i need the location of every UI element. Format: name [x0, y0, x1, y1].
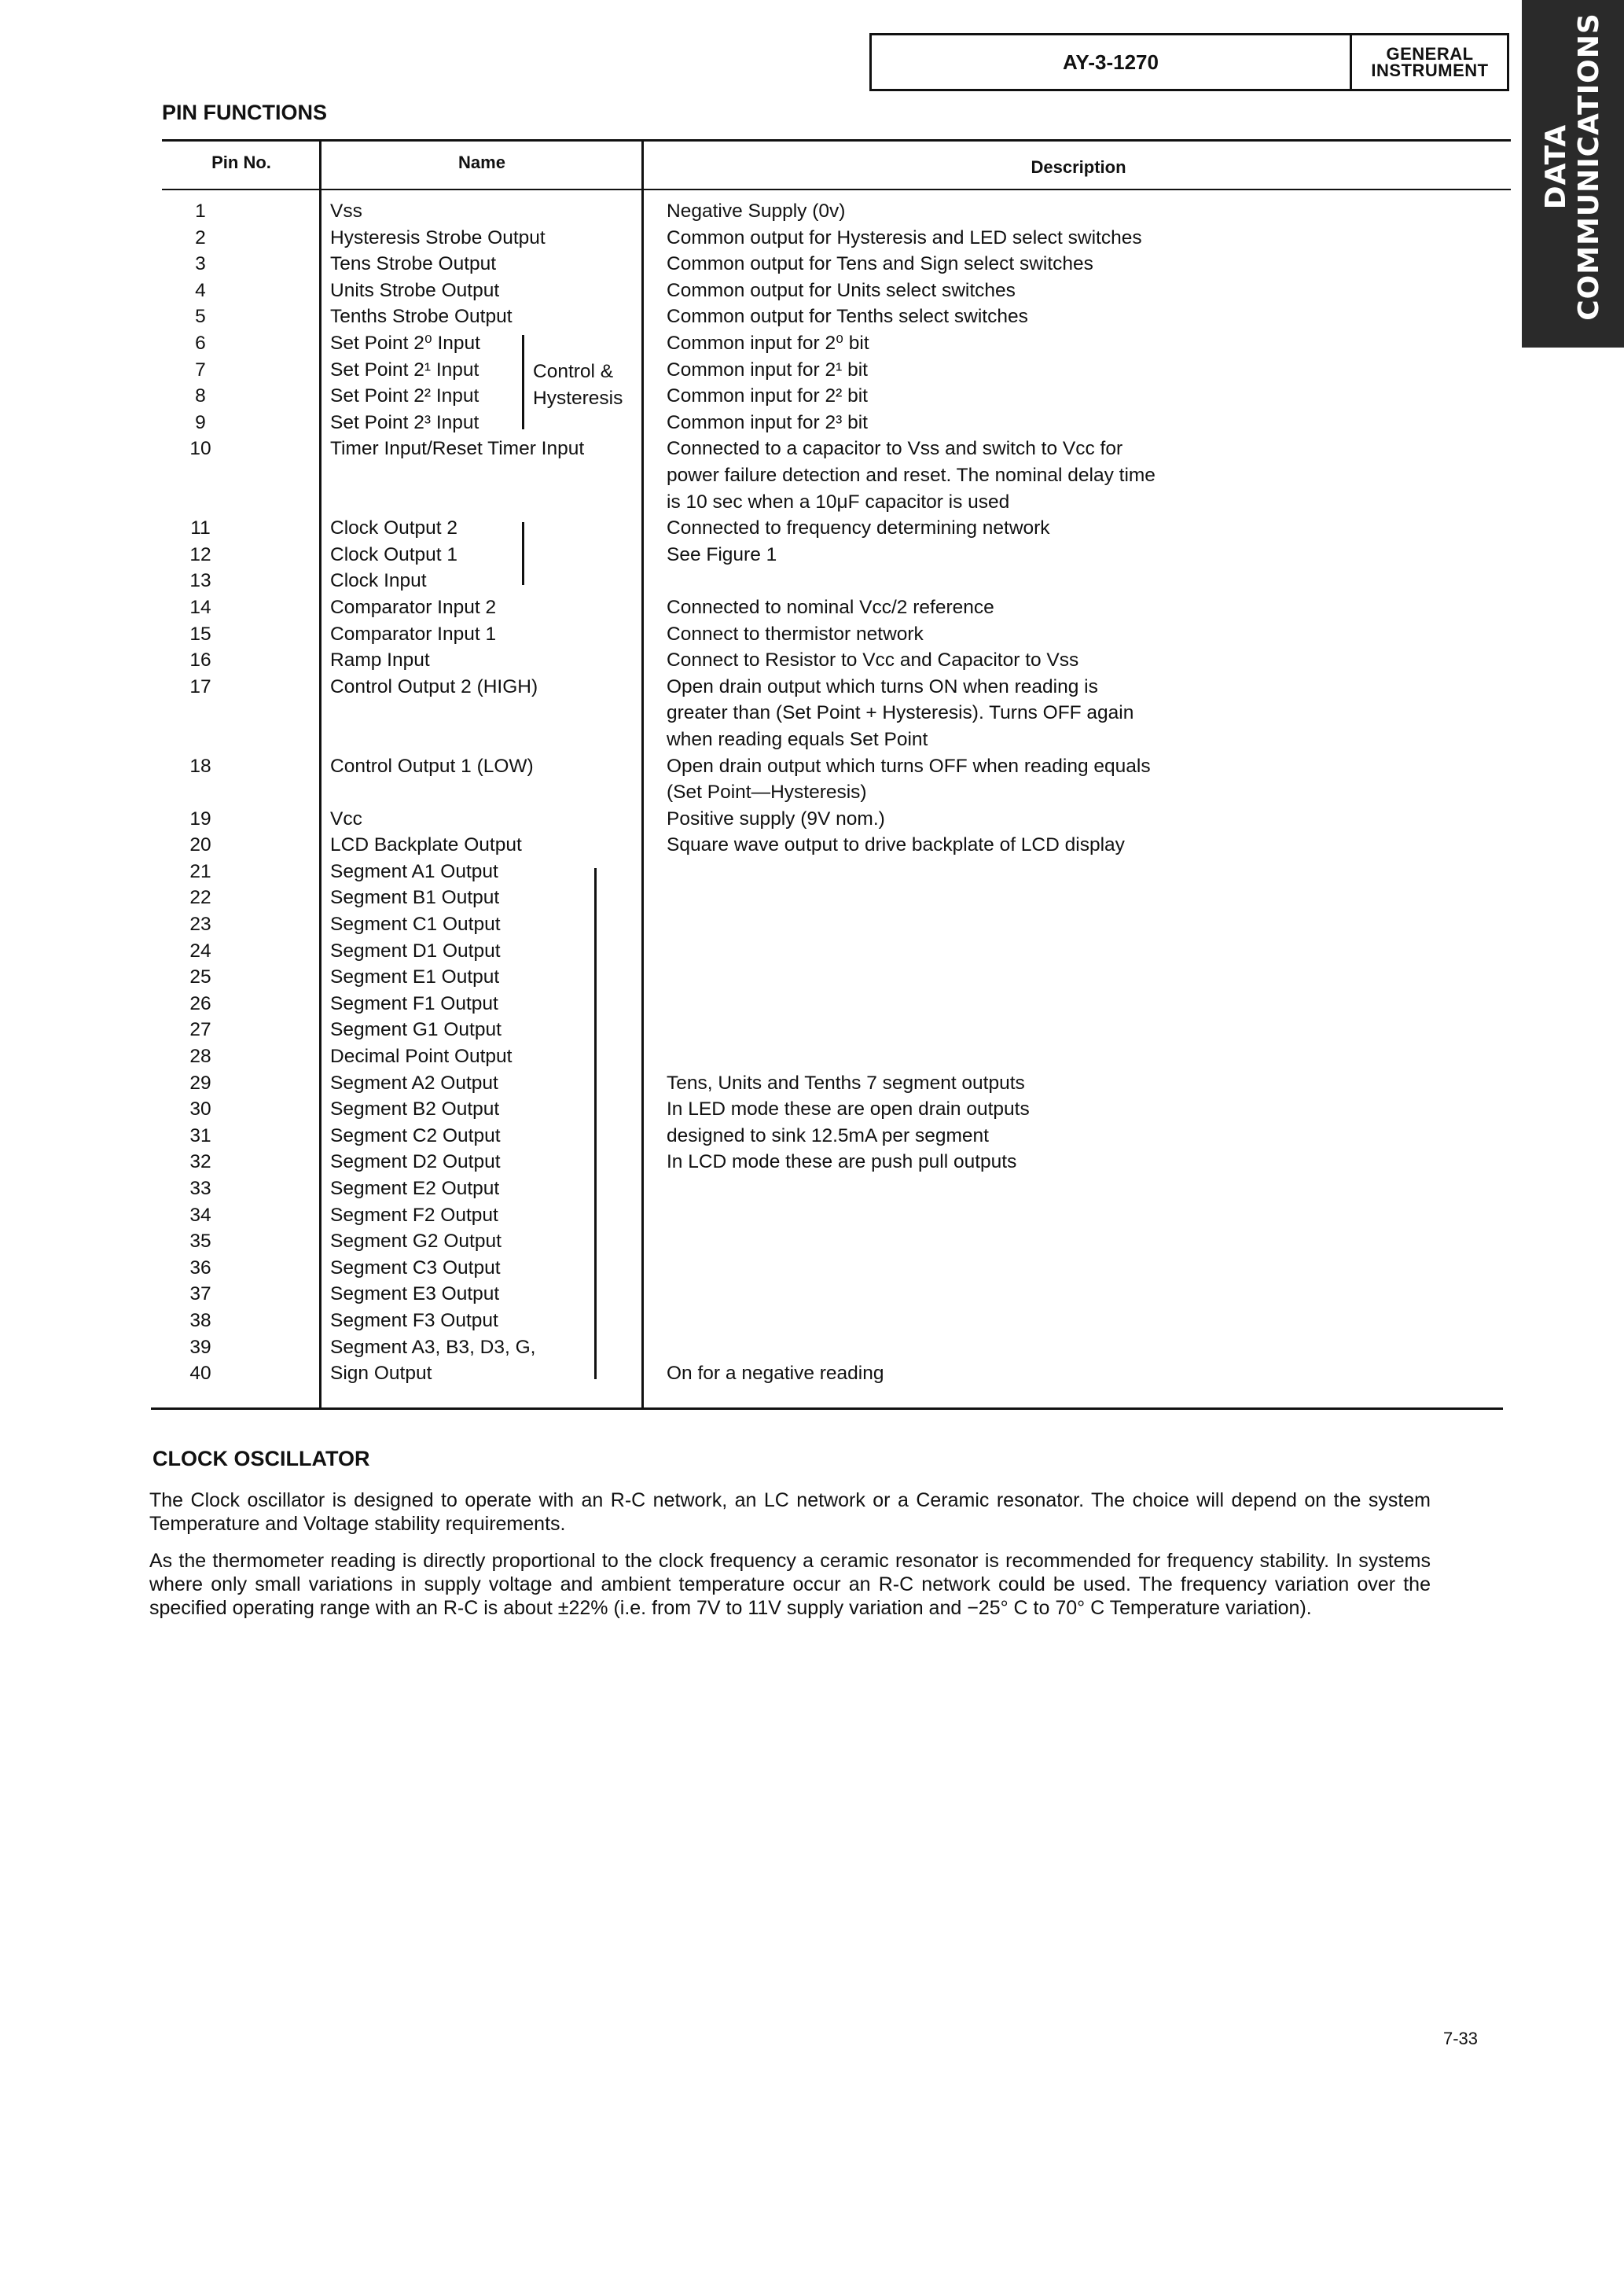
table-row: [157, 278, 1517, 304]
table-row: [157, 991, 1517, 1017]
pin-name: Clock Input: [330, 570, 427, 592]
pin-name: Vss: [330, 201, 362, 222]
pin-number: 32: [189, 1151, 211, 1173]
maker-logo: [1354, 39, 1505, 86]
pin-name: Vcc: [330, 808, 362, 830]
table-row: [157, 330, 1517, 357]
group-label-hysteresis: Hysteresis: [533, 388, 623, 409]
header-divider: [1350, 35, 1352, 89]
pin-description: Connect to Resistor to Vcc and Capacitor to Vss: [667, 649, 1079, 672]
pin-name: Segment E3 Output: [330, 1283, 500, 1305]
group-label-control: Control &: [533, 361, 614, 382]
pin-number: 16: [189, 649, 211, 672]
header-box: [869, 33, 1509, 91]
table-row: [157, 251, 1517, 278]
pin-number: 15: [189, 623, 211, 645]
segment-brace: [594, 868, 597, 1379]
pin-number: 40: [189, 1363, 211, 1385]
pin-number: 23: [189, 914, 211, 936]
pin-name: LCD Backplate Output: [330, 834, 522, 856]
section-side-tab: [1522, 0, 1624, 348]
pin-name: Segment F1 Output: [330, 992, 498, 1014]
pin-number: 5: [195, 306, 206, 328]
pin-name: Segment C1 Output: [330, 914, 501, 936]
pin-description: In LCD mode these are push pull outputs: [667, 1151, 1017, 1173]
pin-number: 13: [189, 570, 211, 592]
pin-description: Connected to nominal Vcc/2 reference: [667, 596, 994, 618]
pin-name: Segment A3, B3, D3, G,: [330, 1336, 536, 1358]
table-top-rule: [162, 139, 1511, 142]
table-row: [157, 621, 1517, 648]
pin-description: Common output for Units select switches: [667, 279, 1016, 301]
pin-number: 27: [189, 1019, 211, 1041]
pin-description: Negative Supply (0v): [667, 201, 846, 222]
pin-description: Connected to a capacitor to Vss and switch to Vcc for power failure detection and reset. The nominal delay time is 10 sec when a 10μF capacitor is used: [667, 438, 1156, 513]
table-row: [157, 198, 1517, 225]
pin-number: 17: [189, 675, 211, 697]
pin-name: Set Point 2¹ Input: [330, 359, 479, 381]
pin-name: Control Output 2 (HIGH): [330, 675, 538, 697]
table-row: [157, 753, 1517, 806]
pin-number: 33: [189, 1178, 211, 1199]
table-row: [157, 1281, 1517, 1308]
pin-name: Hysteresis Strobe Output: [330, 226, 546, 248]
pin-name: Control Output 1 (LOW): [330, 755, 534, 777]
pin-description: Connected to frequency determining network: [667, 517, 1050, 539]
pin-number: 2: [195, 226, 206, 248]
pin-description: Common input for 2² bit: [667, 385, 868, 407]
logo-line-2: INSTRUMENT: [1371, 61, 1489, 80]
pin-name: Clock Output 1: [330, 543, 458, 565]
pin-name: Comparator Input 1: [330, 623, 497, 645]
pin-description: Tens, Units and Tenths 7 segment outputs: [667, 1072, 1025, 1094]
pin-number: 25: [189, 966, 211, 988]
pin-number: 12: [189, 543, 211, 565]
pin-number: 19: [189, 808, 211, 830]
pin-name: Decimal Point Output: [330, 1046, 513, 1068]
page-number: 7-33: [1443, 2029, 1479, 2048]
table-row: [157, 1123, 1517, 1150]
table-row: [157, 410, 1517, 436]
part-number: AY-3-1270: [1063, 50, 1159, 74]
table-row: [157, 1255, 1517, 1282]
table-row: [157, 436, 1517, 515]
pin-number: 36: [189, 1257, 211, 1279]
table-row: [157, 647, 1517, 674]
pin-number: 28: [189, 1046, 211, 1068]
pin-number: 24: [189, 940, 211, 962]
pin-description: Common input for 2¹ bit: [667, 359, 868, 381]
pin-number: 8: [195, 385, 206, 407]
pin-name: Set Point 2⁰ Input: [330, 332, 480, 354]
pin-number: 29: [189, 1072, 211, 1094]
pin-number: 6: [195, 332, 206, 354]
table-row: [157, 1334, 1517, 1361]
pin-name: Segment F3 Output: [330, 1309, 498, 1331]
pin-number: 34: [189, 1204, 211, 1226]
pin-description: Common output for Tenths select switches: [667, 306, 1028, 328]
pin-table-body: [157, 198, 1517, 1387]
table-row: [157, 938, 1517, 965]
pin-name: Segment E1 Output: [330, 966, 500, 988]
side-tab-line-1: DATA: [1540, 123, 1572, 210]
table-row: [157, 1308, 1517, 1334]
pin-number: 38: [189, 1309, 211, 1331]
pin-number: 22: [189, 887, 211, 909]
table-row: [157, 1360, 1517, 1387]
pin-number: 26: [189, 992, 211, 1014]
pin-number: 21: [189, 860, 211, 882]
pin-description: Open drain output which turns OFF when reading equals (Set Point—Hysteresis): [667, 755, 1151, 804]
pin-name: Comparator Input 2: [330, 596, 497, 618]
pin-number: 20: [189, 834, 211, 856]
pin-description: Common output for Tens and Sign select switches: [667, 253, 1093, 275]
pin-number: 7: [195, 359, 206, 381]
table-row: [157, 859, 1517, 885]
table-row: [157, 225, 1517, 252]
pin-name: Segment E2 Output: [330, 1178, 500, 1199]
pin-name: Ramp Input: [330, 649, 430, 672]
table-row: [157, 383, 1517, 410]
pin-name: Timer Input/Reset Timer Input: [330, 438, 585, 460]
clock-brace: [522, 522, 524, 585]
table-row: [157, 357, 1517, 384]
table-row: [157, 911, 1517, 938]
pin-name: Tenths Strobe Output: [330, 306, 513, 328]
pin-name: Sign Output: [330, 1363, 432, 1385]
pin-number: 18: [189, 755, 211, 777]
pin-description: See Figure 1: [667, 543, 777, 565]
column-header-description: Description: [1031, 157, 1126, 177]
table-row: [157, 1202, 1517, 1229]
pin-number: 37: [189, 1283, 211, 1305]
table-row: [157, 1096, 1517, 1123]
column-header-pin: Pin No.: [211, 153, 271, 172]
pin-description: On for a negative reading: [667, 1363, 884, 1385]
table-row: [157, 674, 1517, 753]
table-row: [157, 1070, 1517, 1097]
pin-number: 9: [195, 411, 206, 433]
table-row: [157, 1228, 1517, 1255]
pin-description: designed to sink 12.5mA per segment: [667, 1124, 989, 1146]
pin-description: Connect to thermistor network: [667, 623, 924, 645]
pin-name: Tens Strobe Output: [330, 253, 497, 275]
table-row: [157, 568, 1517, 594]
pin-name: Segment G2 Output: [330, 1231, 502, 1253]
pin-functions-title: PIN FUNCTIONS: [162, 101, 328, 124]
table-row: [157, 1043, 1517, 1070]
pin-name: Segment B2 Output: [330, 1098, 500, 1120]
set-point-brace: [522, 335, 524, 429]
pin-name: Clock Output 2: [330, 517, 458, 539]
pin-number: 10: [189, 438, 211, 460]
table-row: [157, 964, 1517, 991]
pin-description: Open drain output which turns ON when reading is greater than (Set Point + Hysteresis). Turns OFF again when reading equals Set Point: [667, 675, 1134, 750]
pin-description: Square wave output to drive backplate of LCD display: [667, 834, 1125, 856]
column-header-name: Name: [458, 153, 505, 172]
pin-number: 1: [195, 201, 206, 222]
table-row: [157, 515, 1517, 542]
pin-number: 39: [189, 1336, 211, 1358]
table-row: [157, 1176, 1517, 1202]
table-row: [157, 832, 1517, 859]
side-tab-line-2: COMMUNICATIONS: [1573, 13, 1605, 321]
pin-name: Segment C3 Output: [330, 1257, 501, 1279]
pin-description: Common output for Hysteresis and LED select switches: [667, 226, 1142, 248]
side-tab-text: [1540, 13, 1606, 321]
pin-number: 35: [189, 1231, 211, 1253]
pin-number: 11: [190, 517, 211, 539]
table-row: [157, 806, 1517, 833]
pin-name: Set Point 2² Input: [330, 385, 479, 407]
pin-name: Segment A2 Output: [330, 1072, 498, 1094]
table-header-rule: [162, 189, 1511, 190]
table-row: [157, 1017, 1517, 1043]
pin-number: 14: [189, 596, 211, 618]
logo-line-1: GENERAL: [1386, 44, 1474, 64]
pin-number: 3: [195, 253, 206, 275]
pin-name: Segment B1 Output: [330, 887, 500, 909]
pin-name: Set Point 2³ Input: [330, 411, 479, 433]
pin-description: Positive supply (9V nom.): [667, 808, 885, 830]
pin-description: Common input for 2⁰ bit: [667, 332, 869, 354]
table-row: [157, 1149, 1517, 1176]
table-row: [157, 594, 1517, 621]
pin-name: Segment A1 Output: [330, 860, 498, 882]
pin-number: 31: [189, 1124, 211, 1146]
clock-oscillator-title: CLOCK OSCILLATOR: [152, 1447, 370, 1470]
pin-name: Units Strobe Output: [330, 279, 500, 301]
table-row: [157, 885, 1517, 911]
clock-oscillator-paragraph-2: As the thermometer reading is directly proportional to the clock frequency a ceramic resonator is recommended for frequency stability. In systems where only small variations in supply voltage and ambient temperature occur an R-C network could be used. The frequency variation over the specified operating range with an R-C is about ±22% (i.e. from 7V to 11V supply variation and −25° C to 70° C Temperature variation).: [149, 1550, 1431, 1619]
table-row: [157, 542, 1517, 568]
clock-oscillator-paragraph-1: The Clock oscillator is designed to operate with an R-C network, an LC network or a Ceramic resonator. The choice will depend on the system Temperature and Voltage stability requirements.: [149, 1489, 1431, 1535]
pin-name: Segment G1 Output: [330, 1019, 502, 1041]
pin-name: Segment D2 Output: [330, 1151, 501, 1173]
pin-name: Segment C2 Output: [330, 1124, 501, 1146]
pin-number: 4: [195, 279, 206, 301]
table-bottom-rule: [151, 1407, 1503, 1410]
pin-description: Common input for 2³ bit: [667, 411, 868, 433]
pin-name: Segment D1 Output: [330, 940, 501, 962]
pin-number: 30: [189, 1098, 211, 1120]
pin-description: In LED mode these are open drain outputs: [667, 1098, 1030, 1120]
table-row: [157, 304, 1517, 330]
pin-name: Segment F2 Output: [330, 1204, 498, 1226]
